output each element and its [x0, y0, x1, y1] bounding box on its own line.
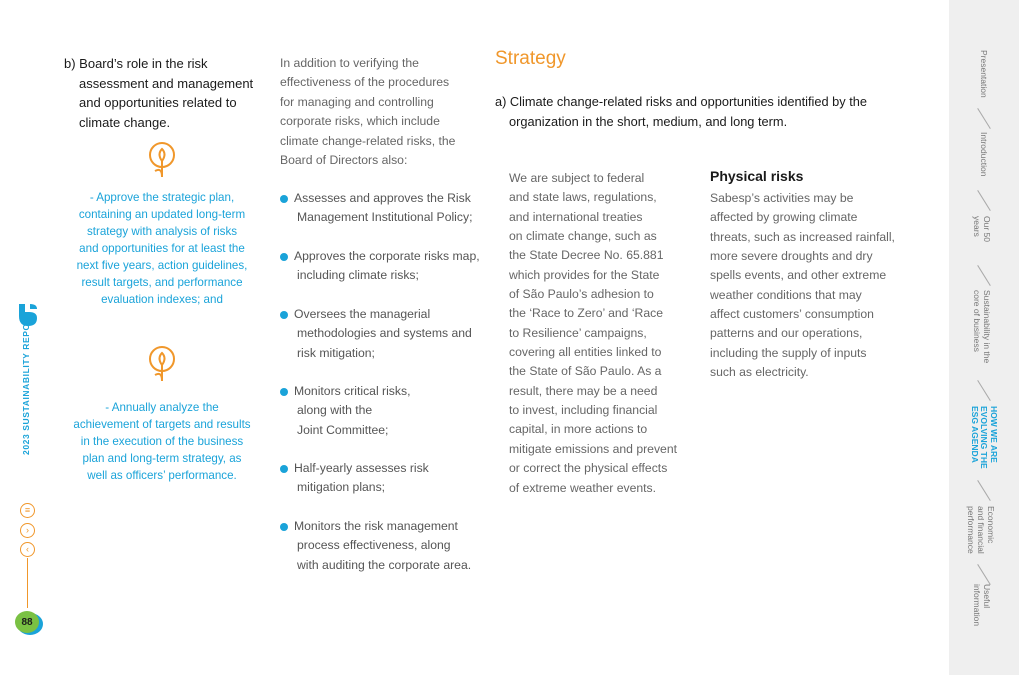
physical-risks-text: Sabesp’s activities may be affected by growing climate threats, such as increased rainfall, more severe droughts and dry spells events, and other extreme weather conditions that may affect customers’ consumption patterns and our operations, including the supply of inputs such as electricity. [710, 191, 895, 380]
nav-useful-information[interactable]: Useful information [972, 584, 992, 627]
nav-our-50-years[interactable]: Our 50 years [972, 216, 992, 242]
divider [27, 558, 28, 608]
board-item-analyze: - Annually analyze the achievement of targets and results in the execution of the business plan and long-term strategy, as well as officers’ performance. [73, 401, 251, 482]
nav-economic-performance[interactable]: Economic and financial performance [966, 506, 996, 554]
previous-page-icon[interactable]: ‹ [20, 542, 35, 557]
nav-sustainability[interactable]: Sustainability in the core of business [972, 290, 992, 364]
board-item-approve: - Approve the strategic plan, containing an updated long-term strategy with analysis of risks and opportunities for at least the next five years, action guidelines, result targets, and performance evaluation indexes; and [76, 191, 248, 306]
section-title: Strategy [495, 48, 566, 69]
strategy-paragraph: We are subject to federal and state laws, regulations, and international treaties on climate change, such as the State Decree No. 65.881 which provides for the State of São Paulo’s adhesion to the ‘Race to Zero’ and ‘Race to Resilience’ campaigns, covering all entities linked to the State of São Paulo. As a result, there may be a need to invest, including financial capital, in more actions to mitigate emissions and prevent or correct the physical effects of extreme weather events. [509, 171, 678, 495]
bullet-dot [280, 195, 288, 203]
report-label: 2023 SUSTAINABILITY REPORT [21, 310, 31, 455]
bullet-item: Monitors critical risks, along with the Joint Committee; [280, 382, 480, 440]
bullet-item: Oversees the managerial methodologies and systems and risk mitigation; [280, 305, 480, 363]
bullet-item: Monitors the risk management process effectiveness, along with auditing the corporate area. [280, 517, 480, 575]
strategy-subheading: a) Climate change-related risks and opportunities identified by the organization in the short, medium, and long term. [495, 94, 868, 129]
bullet-dot [280, 465, 288, 473]
bullet-dot [280, 253, 288, 261]
bullet-dot [280, 388, 288, 396]
next-page-icon[interactable]: › [20, 523, 35, 538]
nav-introduction[interactable]: Introduction [979, 132, 989, 177]
bullet-item: Approves the corporate risks map, including climate risks; [280, 247, 480, 286]
board-heading: b) Board’s role in the risk assessment and management and opportunities related to climate change. [64, 56, 254, 130]
directors-intro: In addition to verifying the effectiveness of the procedures for managing and controlling corporate risks, which include climate change-related risks, the Board of Directors also: [280, 56, 456, 168]
bullet-dot [280, 311, 288, 319]
bullet-item: Half-yearly assesses risk mitigation plans; [280, 459, 480, 498]
bullet-item: Assesses and approves the Risk Management Institutional Policy; [280, 189, 480, 228]
nav-presentation[interactable]: Presentation [979, 50, 989, 98]
bullet-dot [280, 523, 288, 531]
menu-icon[interactable]: ≡ [20, 503, 35, 518]
page-number: 88 [15, 611, 39, 633]
physical-risks-title: Physical risks [710, 168, 804, 184]
flower-icon [146, 345, 178, 383]
nav-esg-agenda[interactable]: HOW WE ARE EVOLVING THE ESG AGENDA [970, 406, 999, 469]
flower-icon [146, 141, 178, 179]
